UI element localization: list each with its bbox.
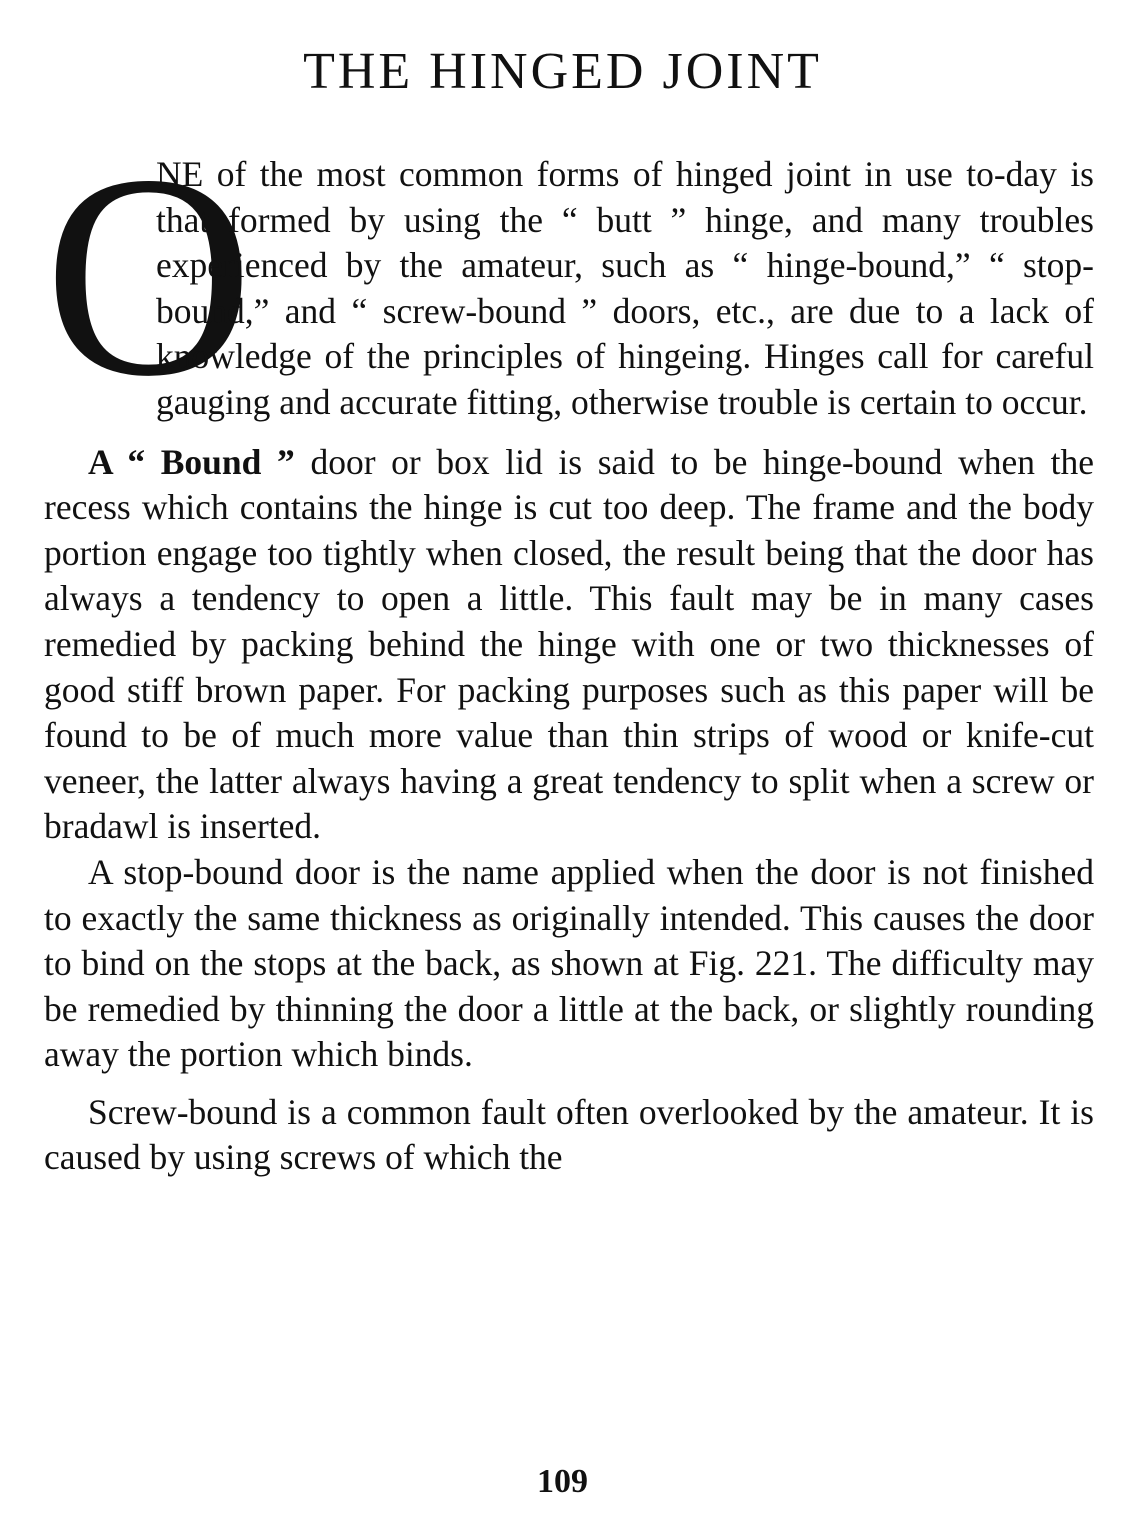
paragraph-stop-bound: A stop-bound door is the name applied when the door is not finished to exactly the same thickness as originally intended. This causes the door to bind on the stops at the back, as shown at Fig. 221. The difficulty may be remedied by thinning the door a little at the back, or slightly rounding away the portion which binds. (44, 851, 1094, 1075)
page-title: THE HINGED JOINT (303, 43, 822, 100)
paragraph-intro (44, 115, 1094, 436)
paragraph-intro-text: NE of the most common forms of hinged joint in use to-day is that formed by using the “ butt ” hinge, and many troubles experienced by the amateur, such as “ hinge-bound,” “ stop-bound,” and “ screw-bound ” doors, etc., are due to a lack of knowledge of the principles of hingeing. Hinges call for careful gauging and accurate fitting, otherwise trouble is certain to occur. (156, 154, 1094, 422)
drop-cap: O (44, 115, 254, 436)
paragraph-bound-text: door or box lid is said to be hinge-bound when the recess which contains the hinge is cut too deep. The frame and the body portion engage too tightly when closed, the result being that the door has always a tendency to open a little. This fault may be in many cases remedied by packing behind the hinge with one or two thicknesses of good stiff brown paper. For packing purposes such as this paper will be found to be of much more value than thin strips of wood or knife-cut veneer, the latter always having a great tendency to split when a screw or bradawl is inserted. (44, 441, 1094, 847)
body-text (44, 115, 1094, 1181)
page-number: 109 (537, 1463, 588, 1500)
paragraph-screw-bound: Screw-bound is a common fault often overlooked by the amateur. It is caused by using screws of which the (44, 1091, 1094, 1178)
bound-heading: A “ Bound ” (88, 441, 295, 482)
paragraph-bound (44, 440, 1094, 850)
